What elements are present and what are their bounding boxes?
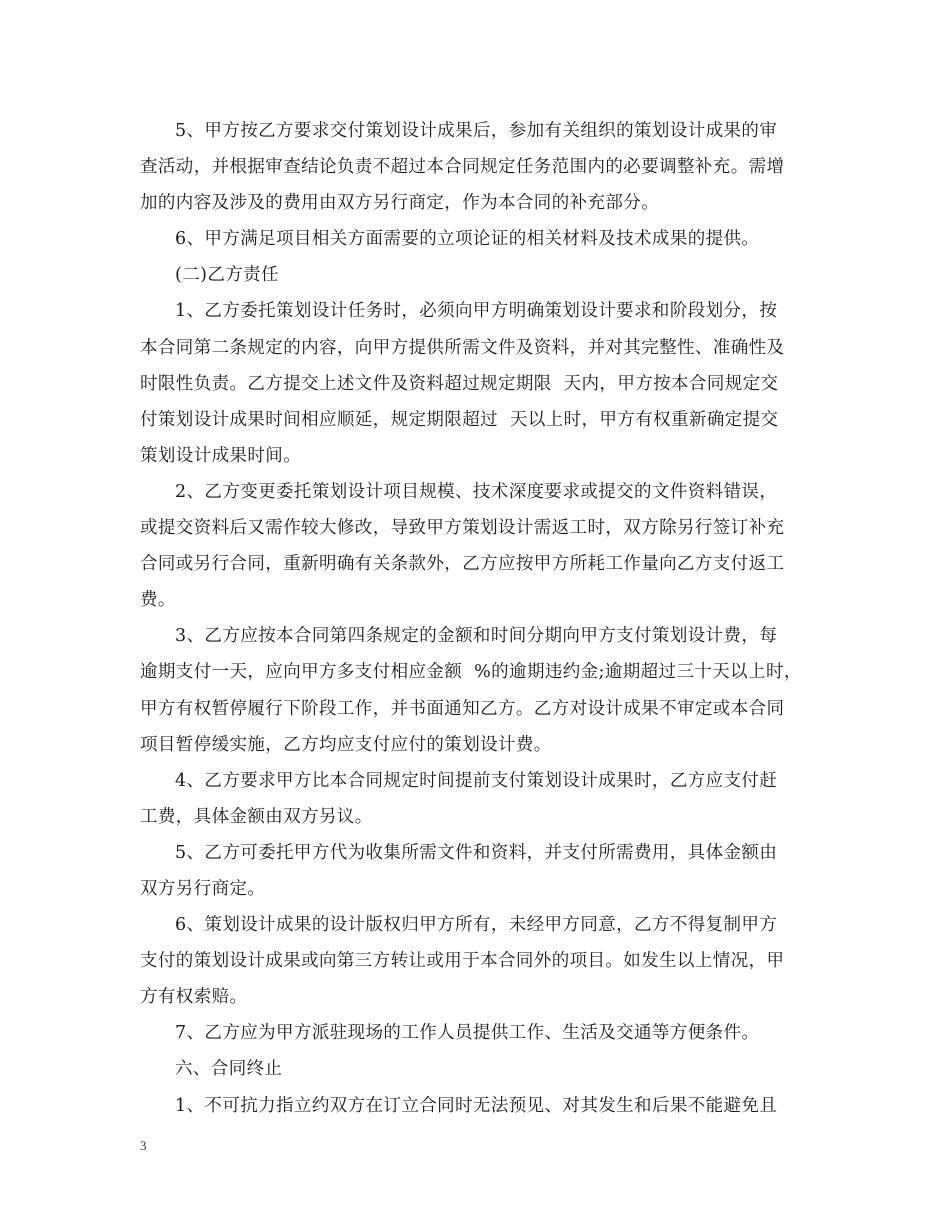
text-line: 策划设计成果时间。 — [140, 445, 302, 466]
text-line: 7、乙方应为甲方派驻现场的工作人员提供工作、生活及交通等方便条件。 — [175, 1023, 760, 1044]
text-line: 5、甲方按乙方要求交付策划设计成果后，参加有关组织的策划设计成果的审 — [175, 121, 778, 141]
text-line: 费。 — [140, 590, 176, 611]
text-line: 付策划设计成果时间相应顺延，规定期限超过 天以上时，甲方有权重新确定提交 — [140, 409, 779, 430]
text-line: 时限性负责。乙方提交上述文件及资料超过规定期限 天内，甲方按本合同规定交 — [140, 373, 779, 394]
text-line: 1、不可抗力指立约双方在订立合同时无法预见、对其发生和后果不能避免且 — [175, 1095, 778, 1116]
text-line: 或提交资料后又需作较大修改，导致甲方策划设计需返工时，双方除另行签订补充 — [140, 518, 785, 539]
document-body — [140, 113, 812, 1124]
text-line: 方有权索赔。 — [140, 987, 248, 1008]
text-line: 本合同第二条规定的内容，向甲方提供所需文件及资料，并对其完整性、准确性及 — [140, 337, 785, 358]
text-line: 合同或另行合同，重新明确有关条款外，乙方应按甲方所耗工作量向乙方支付返工 — [140, 554, 785, 575]
text-line: 工费，具体金额由双方另议。 — [140, 806, 373, 827]
text-line: 甲方有权暂停履行下阶段工作，并书面通知乙方。乙方对设计成果不审定或本合同 — [140, 698, 785, 719]
text-line: 六、合同终止 — [175, 1059, 283, 1080]
text-line: 查活动，并根据审查结论负责不超过本合同规定任务范围内的必要调整补充。需增 — [140, 157, 785, 178]
text-line: 逾期支付一天，应向甲方多支付相应金额 %的逾期违约金;逾期超过三十天以上时， — [140, 662, 802, 683]
text-line: 双方另行商定。 — [140, 878, 266, 899]
text-line: 支付的策划设计成果或向第三方转让或用于本合同外的项目。如发生以上情况，甲 — [140, 951, 785, 972]
text-line: (二)乙方责任 — [175, 265, 279, 286]
text-line: 4、乙方要求甲方比本合同规定时间提前支付策划设计成果时，乙方应支付赶 — [175, 770, 778, 791]
text-line: 1、乙方委托策划设计任务时，必须向甲方明确策划设计要求和阶段划分，按 — [175, 301, 778, 322]
text-line: 6、策划设计成果的设计版权归甲方所有，未经甲方同意，乙方不得复制甲方 — [175, 915, 778, 936]
text-line: 加的内容及涉及的费用由双方另行商定，作为本合同的补充部分。 — [140, 193, 660, 214]
page-number: 3 — [140, 1138, 147, 1153]
text-line: 5、乙方可委托甲方代为收集所需文件和资料，并支付所需费用，具体金额由 — [175, 842, 778, 863]
text-line: 项目暂停缓实施，乙方均应支付应付的策划设计费。 — [140, 734, 552, 755]
text-line: 3、乙方应按本合同第四条规定的金额和时间分期向甲方支付策划设计费，每 — [175, 626, 778, 647]
text-line: 2、乙方变更委托策划设计项目规模、技术深度要求或提交的文件资料错误， — [175, 481, 778, 502]
text-line: 6、甲方满足项目相关方面需要的立项论证的相关材料及技术成果的提供。 — [175, 229, 760, 250]
